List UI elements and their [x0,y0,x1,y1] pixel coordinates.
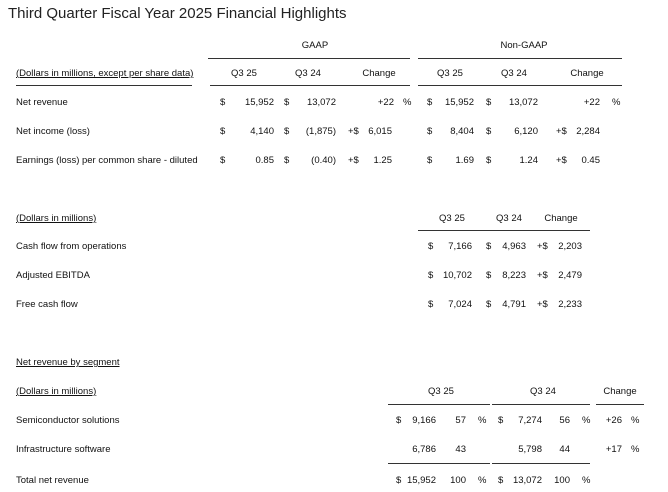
cell: % [582,475,591,486]
col-header: Change [544,213,578,224]
cell: +17 [605,444,622,455]
cell: $ [427,126,433,137]
section3-header-rule [596,404,644,405]
total-rule [492,463,590,464]
cell: +$ [537,270,548,281]
cell: 5,798 [518,444,542,455]
col-header: Q3 25 [437,68,463,79]
col-header: Change [603,386,637,397]
cell: 10,702 [442,270,472,281]
row-label: Earnings (loss) per common share - diluted [16,155,198,166]
cell: 1.25 [373,155,392,166]
cell: 57 [455,415,466,426]
cell: $ [486,299,492,310]
cell: $ [428,270,434,281]
cell: $ [498,475,504,486]
cell: $ [396,415,402,426]
cell: $ [284,126,290,137]
cell: % [478,415,487,426]
cell: 44 [559,444,570,455]
section3-header-rule [492,404,590,405]
cell: $ [486,126,492,137]
cell: % [403,97,412,108]
cell: 4,791 [502,299,526,310]
cell: $ [428,299,434,310]
cell: +$ [348,126,359,137]
cell: +$ [348,155,359,166]
cell: 2,284 [576,126,600,137]
row-label: Adjusted EBITDA [16,270,90,281]
col-header: Change [362,68,396,79]
cell: $ [220,126,226,137]
cell: 2,233 [558,299,582,310]
cell: $ [220,97,226,108]
cell: 13,072 [512,475,542,486]
gaap-col-rule [210,85,410,86]
section3-heading: Net revenue by segment [16,357,120,368]
section1-units-label: (Dollars in millions, except per share data) [16,68,194,79]
row-label: Net revenue [16,97,68,108]
cell: % [631,415,640,426]
row-label: Cash flow from operations [16,241,127,252]
row-label: Semiconductor solutions [16,415,120,426]
cell: +22 [583,97,600,108]
cell: $ [284,155,290,166]
gaap-rule [208,58,410,59]
row-label: Total net revenue [16,475,89,486]
nongaap-col-rule [418,85,622,86]
cell: $ [486,155,492,166]
col-header: Q3 25 [231,68,257,79]
cell: % [582,415,591,426]
cell: 15,952 [406,475,436,486]
cell: 15,952 [244,97,274,108]
cell: 2,479 [558,270,582,281]
cell: $ [427,155,433,166]
cell: 7,024 [448,299,472,310]
cell: +$ [556,155,567,166]
cell: % [612,97,621,108]
cell: $ [486,270,492,281]
col-header: Q3 24 [530,386,556,397]
cell: 8,404 [450,126,474,137]
cell: 56 [559,415,570,426]
total-rule [388,463,490,464]
col-header: Q3 25 [439,213,465,224]
cell: % [478,475,487,486]
col-header: Q3 24 [501,68,527,79]
cell: $ [486,97,492,108]
cell: 100 [450,475,466,486]
cell: 2,203 [558,241,582,252]
gaap-header: GAAP [301,40,329,51]
cell: 6,015 [368,126,392,137]
row-label: Infrastructure software [16,444,111,455]
cell: (1,875) [305,126,336,137]
cell: +$ [537,241,548,252]
section2-units-label: (Dollars in millions) [16,213,97,224]
cell: +$ [556,126,567,137]
cell: 1.69 [455,155,474,166]
cell: $ [498,415,504,426]
row-label: Net income (loss) [16,126,90,137]
cell: 15,952 [444,97,474,108]
cell: 6,786 [412,444,436,455]
cell: $ [220,155,226,166]
cell: 0.45 [581,155,600,166]
cell: 13,072 [508,97,538,108]
cell: $ [427,97,433,108]
col-header: Q3 24 [295,68,321,79]
cell: 43 [455,444,466,455]
cell: 7,166 [448,241,472,252]
section3-units-label: (Dollars in millions) [16,386,97,397]
col-header: Q3 25 [428,386,454,397]
page-title: Third Quarter Fiscal Year 2025 Financial Highlights [8,5,347,22]
cell: +26 [605,415,622,426]
section3-header-rule [388,404,490,405]
cell: 13,072 [306,97,336,108]
cell: +22 [377,97,394,108]
cell: $ [486,241,492,252]
col-header: Q3 24 [496,213,522,224]
nongaap-header: Non-GAAP [500,40,548,51]
cell: 0.85 [255,155,274,166]
section2-header-rule [418,230,590,231]
cell: 4,140 [250,126,274,137]
cell: 100 [554,475,570,486]
cell: $ [428,241,434,252]
label-rule [16,85,192,86]
cell: 7,274 [518,415,542,426]
cell: $ [396,475,402,486]
cell: % [631,444,640,455]
cell: $ [284,97,290,108]
cell: 1.24 [519,155,538,166]
cell: +$ [537,299,548,310]
row-label: Free cash flow [16,299,78,310]
col-header: Change [570,68,604,79]
cell: 8,223 [502,270,526,281]
nongaap-rule [418,58,622,59]
cell: 4,963 [502,241,526,252]
cell: (0.40) [311,155,336,166]
cell: 6,120 [514,126,538,137]
cell: 9,166 [412,415,436,426]
